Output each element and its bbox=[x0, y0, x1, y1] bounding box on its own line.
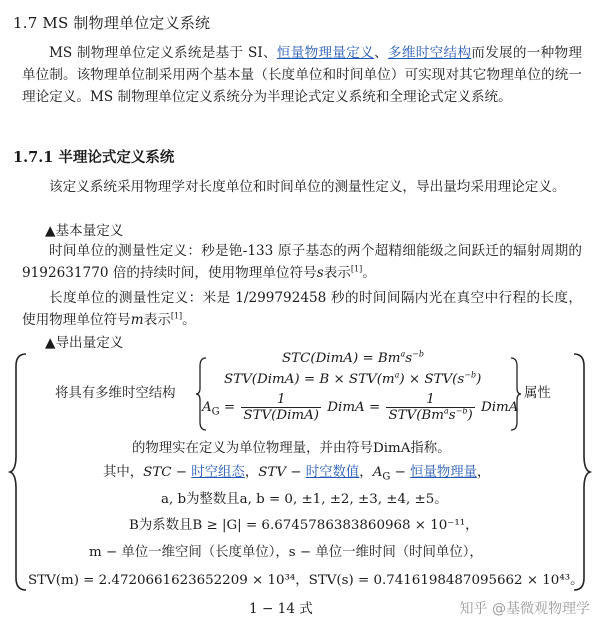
link-multidim-spacetime[interactable]: 多维时空结构 bbox=[387, 45, 472, 61]
length-end: 。 bbox=[182, 312, 196, 328]
formula-suffix: 属性 bbox=[524, 386, 551, 401]
link-constant-quantity[interactable]: 恒量物理量定义 bbox=[276, 45, 375, 61]
time-def-text-b: 表示 bbox=[323, 265, 351, 281]
subsection-title: 1.7.1 半理论式定义系统 bbox=[13, 149, 175, 166]
length-definition bbox=[22, 287, 582, 331]
paragraph-2: 该定义系统采用物理学对长度单位和时间单位的测量性定义，导出量均采用理论定义。 bbox=[49, 179, 566, 195]
fraction-1: $\frac{1}{\text{STV(DimA)}}$ bbox=[243, 392, 320, 423]
citation-2[interactable]: [1] bbox=[170, 311, 183, 321]
length-def-text: 长度单位的测量性定义：米是 1/299792458 秒的时间间隔内光在真空中行程的长度，使用物理单位符号 bbox=[22, 290, 582, 328]
link-spacetime-value[interactable]: 时空数值 bbox=[305, 465, 360, 480]
length-def-text-b: 表示 bbox=[143, 312, 171, 328]
intro-text-c: 而发展的一种物理单位制。该物理单位制采用两个基本量（长度单位和时间单位）可实现对其它物理单位的统一理论定义。MS 制物理单位定义系统分为半理论式定义系统和全理论式定义系统。 bbox=[22, 45, 583, 105]
intro-text-a: MS 制物理单位定义系统是基于 SI、 bbox=[49, 45, 277, 61]
intro-text-b: 、 bbox=[374, 45, 388, 61]
time-symbol: s bbox=[316, 265, 324, 281]
formula-line-6: m − 单位一维空间（长度单位），s − 单位一维时间（时间单位）， bbox=[89, 545, 483, 560]
time-end: 。 bbox=[362, 265, 376, 281]
time-definition bbox=[22, 240, 582, 284]
formula-prefix: 将具有多维时空结构 bbox=[55, 386, 176, 401]
intro-paragraph bbox=[22, 42, 582, 108]
section-title: 1.7 MS 制物理单位定义系统 bbox=[13, 14, 211, 32]
formula-line-4: a, b为整数且a, b = 0, ±1, ±2, ±3, ±4, ±5。 bbox=[161, 492, 448, 507]
derived-quantity-heading: ▲导出量定义 bbox=[45, 335, 124, 351]
outer-right-brace bbox=[570, 352, 592, 592]
watermark bbox=[460, 598, 590, 618]
outer-left-brace bbox=[8, 352, 30, 592]
citation-1[interactable]: [1] bbox=[350, 264, 363, 274]
formula-line-7: STV(m) = 2.4720661623652209 × 10³⁴，STV(s) = 0.7416198487095662 × 10⁴³。 bbox=[28, 573, 584, 588]
equation-stc: STC(DimA) = $Bm^as^{-b}$ bbox=[282, 349, 424, 366]
formula-line-2: 的物理实在定义为单位物理量，并由符号DimA指称。 bbox=[132, 441, 451, 456]
equation-number: 1 − 14 式 bbox=[249, 601, 313, 617]
fraction-2: $\frac{1}{STV(Bm^as^{-b})}$ bbox=[388, 392, 473, 423]
watermark-text: 知乎 @基微观物理学 bbox=[459, 601, 590, 617]
equation-stv: STV(DimA) = $B \times STV(m^a) \times STV(s^{-b})$ bbox=[224, 370, 482, 387]
formula-line-3: 其中，STC − 时空组态，STV − 时空数值，$A_G$ − 恒量物理量， bbox=[103, 465, 491, 483]
length-symbol: m bbox=[130, 312, 144, 328]
link-spacetime-configuration[interactable]: 时空组态 bbox=[191, 465, 245, 480]
equation-constant-quantity: $A_G$ = $\frac{1}{\text{STV(DimA)}}$ DimA = $\frac{1}{STV(Bm^as^{-b})}$ DimA bbox=[202, 392, 519, 423]
link-constant-quantity-2[interactable]: 恒量物理量 bbox=[410, 465, 478, 480]
formula-line-5: B为系数且B ≥ |G| = 6.6745786383860968 × 10⁻¹¹， bbox=[129, 518, 479, 533]
basic-quantity-heading: ▲基本量定义 bbox=[45, 223, 124, 239]
time-def-text: 时间单位的测量性定义：秒是铯-133 原子基态的两个超精细能级之间跃迁的辐射周期的 9192631770 倍的持续时间，使用物理单位符号 bbox=[22, 243, 582, 281]
